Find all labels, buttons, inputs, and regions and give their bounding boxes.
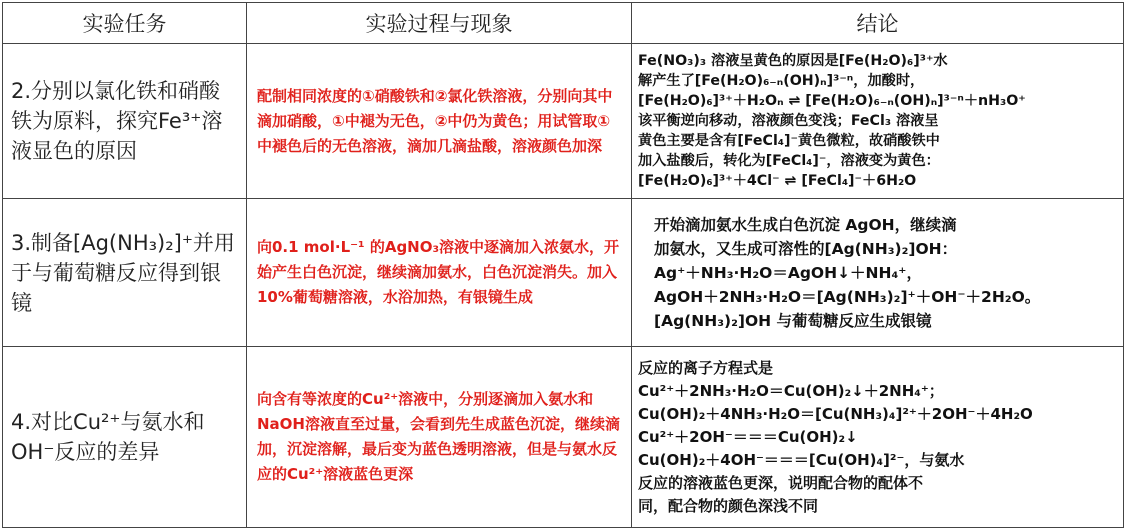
header-task: 实验任务	[3, 3, 247, 44]
conclusion-line: 开始滴加氨水生成白色沉淀 AgOH，继续滴	[654, 215, 957, 234]
conclusion-line: 加入盐酸后，转化为[FeCl₄]⁻，溶液变为黄色：	[638, 153, 940, 169]
conclusion-line: [Fe(H₂O)₆]³⁺＋H₂Oₙ ⇌ [Fe(H₂O)₆₋ₙ(OH)ₙ]³⁻ⁿ＋nH₃O⁺	[638, 93, 1026, 109]
experiment-table	[2, 2, 1124, 528]
conclusion-line: 该平衡逆向移动，溶液颜色变浅；FeCl₃ 溶液呈	[638, 113, 939, 129]
conclusion-line: Cu²⁺＋2NH₃·H₂O＝Cu(OH)₂↓＋2NH₄⁺；	[638, 381, 944, 400]
conclusion-line: Cu²⁺＋2OH⁻＝＝＝Cu(OH)₂↓	[638, 427, 858, 446]
conclusion-line: 加氨水，又生成可溶性的[Ag(NH₃)₂]OH：	[654, 239, 958, 258]
conclusion-line: Cu(OH)₂＋4OH⁻＝＝＝[Cu(OH)₄]²⁻，与氨水	[638, 450, 965, 469]
conclusion-line: 同，配合物的颜色深浅不同	[638, 496, 819, 515]
conclusion-line: 反应的溶液蓝色更深，说明配合物的配体不	[638, 473, 924, 492]
conclusion-line: 反应的离子方程式是	[638, 358, 774, 377]
conclusion-line: Fe(NO₃)₃ 溶液呈黄色的原因是[Fe(H₂O)₆]³⁺水	[638, 53, 948, 69]
conclusion-cell	[632, 347, 1124, 528]
task-cell: 4.对比Cu²⁺与氨水和OH⁻反应的差异	[3, 347, 247, 528]
header-conclusion: 结论	[632, 3, 1124, 44]
process-cell: 向含有等浓度的Cu²⁺溶液中，分别逐滴加入氨水和NaOH溶液直至过量，会看到先生成蓝色沉淀，继续滴加，沉淀溶解，最后变为蓝色透明溶液，但是与氨水反应的Cu²⁺溶液蓝色更深	[247, 347, 632, 528]
table-row	[3, 347, 1124, 528]
table-row	[3, 44, 1124, 199]
conclusion-line: Cu(OH)₂＋4NH₃·H₂O＝[Cu(NH₃)₄]²⁺＋2OH⁻＋4H₂O	[638, 404, 1033, 423]
conclusion-line: 黄色主要是含有[FeCl₄]⁻黄色微粒，故硝酸铁中	[638, 133, 940, 149]
conclusion-line: AgOH＋2NH₃·H₂O＝[Ag(NH₃)₂]⁺＋OH⁻＋2H₂O。	[654, 287, 1041, 306]
conclusion-line: Ag⁺＋NH₃·H₂O＝AgOH↓＋NH₄⁺，	[654, 263, 922, 282]
process-cell: 配制相同浓度的①硝酸铁和②氯化铁溶液，分别向其中滴加硝酸，①中褪为无色，②中仍为黄色；用试管取①中褪色后的无色溶液，滴加几滴盐酸，溶液颜色加深	[247, 44, 632, 199]
table-row	[3, 199, 1124, 347]
conclusion-line: 解产生了[Fe(H₂O)₆₋ₙ(OH)ₙ]³⁻ⁿ，加酸时，	[638, 73, 925, 89]
conclusion-line: [Ag(NH₃)₂]OH 与葡萄糖反应生成银镜	[654, 311, 932, 330]
conclusion-line: [Fe(H₂O)₆]³⁺＋4Cl⁻ ⇌ [FeCl₄]⁻＋6H₂O	[638, 173, 917, 189]
task-cell: 2.分别以氯化铁和硝酸铁为原料，探究Fe³⁺溶液显色的原因	[3, 44, 247, 199]
task-cell: 3.制备[Ag(NH₃)₂]⁺并用于与葡萄糖反应得到银镜	[3, 199, 247, 347]
header-process: 实验过程与现象	[247, 3, 632, 44]
conclusion-cell	[632, 199, 1124, 347]
process-cell: 向0.1 mol·L⁻¹ 的AgNO₃溶液中逐滴加入浓氨水，开始产生白色沉淀，继续滴加氨水，白色沉淀消失。加入10%葡萄糖溶液，水浴加热，有银镜生成	[247, 199, 632, 347]
header-row	[3, 3, 1124, 44]
conclusion-cell	[632, 44, 1124, 199]
